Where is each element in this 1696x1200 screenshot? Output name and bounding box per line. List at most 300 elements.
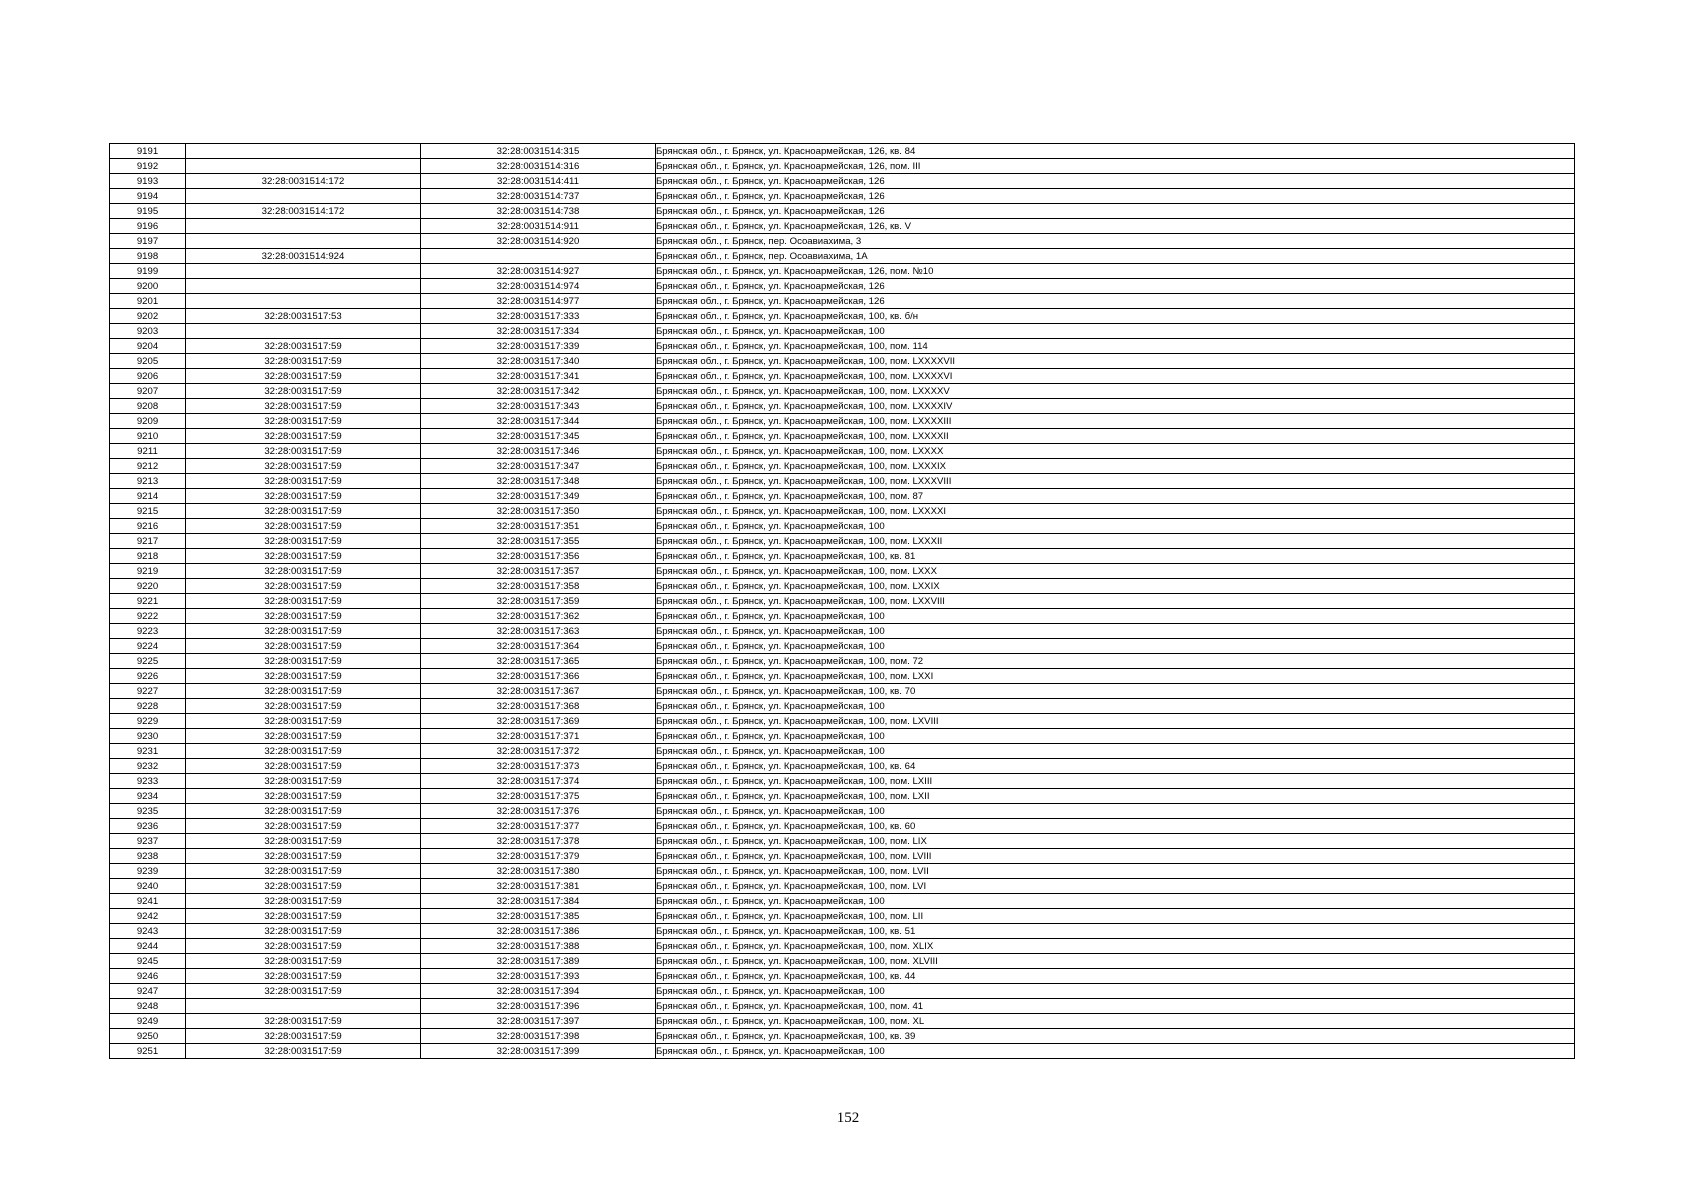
table-row [110, 909, 1575, 924]
parent-cadastral-cell: 32:28:0031517:59 [186, 1014, 421, 1029]
address-cell: Брянская обл., г. Брянск, ул. Красноармейская, 100, пом. LXXIX [656, 579, 1575, 594]
parent-cadastral-cell [186, 324, 421, 339]
parent-cadastral-cell: 32:28:0031517:59 [186, 489, 421, 504]
parent-cadastral-cell: 32:28:0031517:59 [186, 639, 421, 654]
address-cell: Брянская обл., г. Брянск, ул. Красноармейская, 100, кв. 60 [656, 819, 1575, 834]
parent-cadastral-cell: 32:28:0031517:59 [186, 744, 421, 759]
address-cell: Брянская обл., г. Брянск, ул. Красноармейская, 100, пом. XL [656, 1014, 1575, 1029]
row-number-cell: 9234 [110, 789, 186, 804]
row-number-cell: 9251 [110, 1044, 186, 1059]
parent-cadastral-cell: 32:28:0031517:59 [186, 789, 421, 804]
table-row [110, 804, 1575, 819]
page-number: 152 [836, 1110, 860, 1126]
cadastral-number-cell: 32:28:0031517:346 [421, 444, 656, 459]
row-number-cell: 9223 [110, 624, 186, 639]
cadastral-number-cell: 32:28:0031514:911 [421, 219, 656, 234]
address-cell: Брянская обл., г. Брянск, ул. Красноармейская, 100, пом. LXXXXIII [656, 414, 1575, 429]
table-row [110, 174, 1575, 189]
cadastral-number-cell: 32:28:0031517:397 [421, 1014, 656, 1029]
table-row [110, 834, 1575, 849]
parent-cadastral-cell: 32:28:0031514:924 [186, 249, 421, 264]
address-cell: Брянская обл., г. Брянск, ул. Красноармейская, 100, пом. XLIX [656, 939, 1575, 954]
table-row [110, 414, 1575, 429]
cadastral-number-cell: 32:28:0031517:341 [421, 369, 656, 384]
row-number-cell: 9250 [110, 1029, 186, 1044]
cadastral-number-cell: 32:28:0031517:348 [421, 474, 656, 489]
table-row [110, 159, 1575, 174]
table-row [110, 474, 1575, 489]
table-row [110, 939, 1575, 954]
address-cell: Брянская обл., г. Брянск, ул. Красноармейская, 100, пом. LVI [656, 879, 1575, 894]
row-number-cell: 9217 [110, 534, 186, 549]
row-number-cell: 9231 [110, 744, 186, 759]
cadastral-number-cell: 32:28:0031517:377 [421, 819, 656, 834]
address-cell: Брянская обл., г. Брянск, ул. Красноармейская, 100, пом. 41 [656, 999, 1575, 1014]
parent-cadastral-cell: 32:28:0031517:59 [186, 729, 421, 744]
cadastral-number-cell: 32:28:0031517:334 [421, 324, 656, 339]
table-row [110, 594, 1575, 609]
table-row [110, 954, 1575, 969]
cadastral-number-cell: 32:28:0031517:356 [421, 549, 656, 564]
table-row [110, 189, 1575, 204]
row-number-cell: 9198 [110, 249, 186, 264]
address-cell: Брянская обл., г. Брянск, ул. Красноармейская, 100, пом. LXII [656, 789, 1575, 804]
row-number-cell: 9228 [110, 699, 186, 714]
row-number-cell: 9205 [110, 354, 186, 369]
row-number-cell: 9235 [110, 804, 186, 819]
cadastral-number-cell: 32:28:0031517:385 [421, 909, 656, 924]
row-number-cell: 9200 [110, 279, 186, 294]
cadastral-number-cell: 32:28:0031517:380 [421, 864, 656, 879]
address-cell: Брянская обл., г. Брянск, ул. Красноармейская, 100, пом. LXIII [656, 774, 1575, 789]
cadastral-number-cell: 32:28:0031517:362 [421, 609, 656, 624]
parent-cadastral-cell: 32:28:0031517:59 [186, 414, 421, 429]
address-cell: Брянская обл., г. Брянск, ул. Красноармейская, 100, пом. LXXXVIII [656, 474, 1575, 489]
parent-cadastral-cell: 32:28:0031517:59 [186, 894, 421, 909]
row-number-cell: 9218 [110, 549, 186, 564]
table-row [110, 879, 1575, 894]
table-row [110, 234, 1575, 249]
parent-cadastral-cell [186, 264, 421, 279]
table-row [110, 999, 1575, 1014]
row-number-cell: 9211 [110, 444, 186, 459]
parent-cadastral-cell: 32:28:0031514:172 [186, 204, 421, 219]
cadastral-number-cell: 32:28:0031514:977 [421, 294, 656, 309]
parent-cadastral-cell: 32:28:0031517:59 [186, 534, 421, 549]
cadastral-number-cell: 32:28:0031517:359 [421, 594, 656, 609]
address-cell: Брянская обл., г. Брянск, ул. Красноармейская, 100, пом. LIX [656, 834, 1575, 849]
table-row [110, 144, 1575, 159]
parent-cadastral-cell: 32:28:0031517:59 [186, 1029, 421, 1044]
row-number-cell: 9214 [110, 489, 186, 504]
parent-cadastral-cell: 32:28:0031517:59 [186, 969, 421, 984]
row-number-cell: 9208 [110, 399, 186, 414]
table-row [110, 294, 1575, 309]
cadastral-number-cell: 32:28:0031517:365 [421, 654, 656, 669]
parent-cadastral-cell: 32:28:0031517:59 [186, 834, 421, 849]
row-number-cell: 9212 [110, 459, 186, 474]
row-number-cell: 9222 [110, 609, 186, 624]
parent-cadastral-cell: 32:28:0031517:59 [186, 624, 421, 639]
parent-cadastral-cell: 32:28:0031517:59 [186, 459, 421, 474]
parent-cadastral-cell: 32:28:0031517:59 [186, 1044, 421, 1059]
cadastral-number-cell: 32:28:0031514:316 [421, 159, 656, 174]
parent-cadastral-cell: 32:28:0031517:59 [186, 984, 421, 999]
table-row [110, 1044, 1575, 1059]
table-row [110, 369, 1575, 384]
address-cell: Брянская обл., г. Брянск, ул. Красноармейская, 126, кв. 84 [656, 144, 1575, 159]
row-number-cell: 9247 [110, 984, 186, 999]
parent-cadastral-cell: 32:28:0031517:59 [186, 954, 421, 969]
parent-cadastral-cell: 32:28:0031517:59 [186, 909, 421, 924]
address-cell: Брянская обл., г. Брянск, ул. Красноармейская, 126 [656, 189, 1575, 204]
row-number-cell: 9213 [110, 474, 186, 489]
parent-cadastral-cell [186, 234, 421, 249]
address-cell: Брянская обл., г. Брянск, ул. Красноармейская, 100, пом. LXXXX [656, 444, 1575, 459]
parent-cadastral-cell: 32:28:0031517:59 [186, 609, 421, 624]
cadastral-number-cell: 32:28:0031517:376 [421, 804, 656, 819]
address-cell: Брянская обл., г. Брянск, ул. Красноармейская, 100, пом. LVIII [656, 849, 1575, 864]
address-cell: Брянская обл., г. Брянск, ул. Красноармейская, 100, пом. 72 [656, 654, 1575, 669]
table-row [110, 309, 1575, 324]
row-number-cell: 9191 [110, 144, 186, 159]
parent-cadastral-cell [186, 144, 421, 159]
cadastral-number-cell: 32:28:0031517:345 [421, 429, 656, 444]
cadastral-number-cell: 32:28:0031517:378 [421, 834, 656, 849]
address-cell: Брянская обл., г. Брянск, ул. Красноармейская, 100, кв. 39 [656, 1029, 1575, 1044]
table-row [110, 639, 1575, 654]
table-row [110, 504, 1575, 519]
parent-cadastral-cell: 32:28:0031517:59 [186, 564, 421, 579]
parent-cadastral-cell: 32:28:0031517:53 [186, 309, 421, 324]
parent-cadastral-cell: 32:28:0031517:59 [186, 669, 421, 684]
cadastral-number-cell [421, 249, 656, 264]
row-number-cell: 9199 [110, 264, 186, 279]
cadastral-number-cell: 32:28:0031517:386 [421, 924, 656, 939]
row-number-cell: 9195 [110, 204, 186, 219]
row-number-cell: 9239 [110, 864, 186, 879]
cadastral-number-cell: 32:28:0031517:357 [421, 564, 656, 579]
table-row [110, 264, 1575, 279]
address-cell: Брянская обл., г. Брянск, ул. Красноармейская, 100, пом. LXXXXI [656, 504, 1575, 519]
row-number-cell: 9225 [110, 654, 186, 669]
table-row [110, 279, 1575, 294]
parent-cadastral-cell: 32:28:0031517:59 [186, 594, 421, 609]
row-number-cell: 9192 [110, 159, 186, 174]
cadastral-number-cell: 32:28:0031517:339 [421, 339, 656, 354]
cadastral-number-cell: 32:28:0031514:737 [421, 189, 656, 204]
parent-cadastral-cell: 32:28:0031517:59 [186, 804, 421, 819]
table-row [110, 714, 1575, 729]
table-row [110, 819, 1575, 834]
address-cell: Брянская обл., г. Брянск, ул. Красноармейская, 100, кв. 70 [656, 684, 1575, 699]
row-number-cell: 9202 [110, 309, 186, 324]
parent-cadastral-cell [186, 189, 421, 204]
cadastral-number-cell: 32:28:0031517:340 [421, 354, 656, 369]
parent-cadastral-cell: 32:28:0031517:59 [186, 339, 421, 354]
row-number-cell: 9248 [110, 999, 186, 1014]
row-number-cell: 9203 [110, 324, 186, 339]
registry-table [109, 143, 1575, 1059]
parent-cadastral-cell [186, 999, 421, 1014]
cadastral-number-cell: 32:28:0031517:371 [421, 729, 656, 744]
address-cell: Брянская обл., г. Брянск, ул. Красноармейская, 100, пом. LXVIII [656, 714, 1575, 729]
cadastral-number-cell: 32:28:0031517:366 [421, 669, 656, 684]
table-row [110, 204, 1575, 219]
row-number-cell: 9196 [110, 219, 186, 234]
cadastral-number-cell: 32:28:0031517:349 [421, 489, 656, 504]
cadastral-number-cell: 32:28:0031517:389 [421, 954, 656, 969]
cadastral-number-cell: 32:28:0031517:388 [421, 939, 656, 954]
row-number-cell: 9241 [110, 894, 186, 909]
table-row [110, 624, 1575, 639]
address-cell: Брянская обл., г. Брянск, ул. Красноармейская, 100 [656, 984, 1575, 999]
cadastral-number-cell: 32:28:0031517:363 [421, 624, 656, 639]
table-row [110, 579, 1575, 594]
registry-table-body [110, 144, 1575, 1059]
cadastral-number-cell: 32:28:0031517:393 [421, 969, 656, 984]
cadastral-number-cell: 32:28:0031517:379 [421, 849, 656, 864]
address-cell: Брянская обл., г. Брянск, ул. Красноармейская, 126, пом. №10 [656, 264, 1575, 279]
table-row [110, 744, 1575, 759]
parent-cadastral-cell: 32:28:0031517:59 [186, 939, 421, 954]
row-number-cell: 9237 [110, 834, 186, 849]
address-cell: Брянская обл., г. Брянск, ул. Красноармейская, 100, кв. 64 [656, 759, 1575, 774]
address-cell: Брянская обл., г. Брянск, ул. Красноармейская, 100, кв. 81 [656, 549, 1575, 564]
row-number-cell: 9238 [110, 849, 186, 864]
address-cell: Брянская обл., г. Брянск, ул. Красноармейская, 100, пом. LXXXXVII [656, 354, 1575, 369]
parent-cadastral-cell: 32:28:0031517:59 [186, 819, 421, 834]
table-row [110, 549, 1575, 564]
table-row [110, 429, 1575, 444]
table-row [110, 399, 1575, 414]
address-cell: Брянская обл., г. Брянск, пер. Осоавиахима, 3 [656, 234, 1575, 249]
parent-cadastral-cell [186, 279, 421, 294]
address-cell: Брянская обл., г. Брянск, ул. Красноармейская, 100 [656, 894, 1575, 909]
row-number-cell: 9227 [110, 684, 186, 699]
address-cell: Брянская обл., г. Брянск, ул. Красноармейская, 100, пом. LII [656, 909, 1575, 924]
cadastral-number-cell: 32:28:0031514:411 [421, 174, 656, 189]
parent-cadastral-cell: 32:28:0031517:59 [186, 924, 421, 939]
address-cell: Брянская обл., г. Брянск, ул. Красноармейская, 100, пом. LXXXIX [656, 459, 1575, 474]
table-row [110, 564, 1575, 579]
cadastral-number-cell: 32:28:0031517:358 [421, 579, 656, 594]
parent-cadastral-cell: 32:28:0031517:59 [186, 369, 421, 384]
row-number-cell: 9220 [110, 579, 186, 594]
row-number-cell: 9215 [110, 504, 186, 519]
parent-cadastral-cell: 32:28:0031517:59 [186, 864, 421, 879]
address-cell: Брянская обл., г. Брянск, ул. Красноармейская, 100, пом. LVII [656, 864, 1575, 879]
table-row [110, 684, 1575, 699]
parent-cadastral-cell [186, 159, 421, 174]
parent-cadastral-cell: 32:28:0031517:59 [186, 714, 421, 729]
row-number-cell: 9230 [110, 729, 186, 744]
cadastral-number-cell: 32:28:0031517:384 [421, 894, 656, 909]
cadastral-number-cell: 32:28:0031517:368 [421, 699, 656, 714]
cadastral-number-cell: 32:28:0031514:738 [421, 204, 656, 219]
address-cell: Брянская обл., г. Брянск, ул. Красноармейская, 100, пом. LXXX [656, 564, 1575, 579]
cadastral-number-cell: 32:28:0031514:927 [421, 264, 656, 279]
table-row [110, 339, 1575, 354]
row-number-cell: 9240 [110, 879, 186, 894]
parent-cadastral-cell: 32:28:0031517:59 [186, 384, 421, 399]
address-cell: Брянская обл., г. Брянск, ул. Красноармейская, 100 [656, 729, 1575, 744]
row-number-cell: 9219 [110, 564, 186, 579]
parent-cadastral-cell: 32:28:0031517:59 [186, 429, 421, 444]
row-number-cell: 9236 [110, 819, 186, 834]
cadastral-number-cell: 32:28:0031517:373 [421, 759, 656, 774]
row-number-cell: 9204 [110, 339, 186, 354]
address-cell: Брянская обл., г. Брянск, ул. Красноармейская, 100, кв. б/н [656, 309, 1575, 324]
table-row [110, 729, 1575, 744]
row-number-cell: 9206 [110, 369, 186, 384]
cadastral-number-cell: 32:28:0031514:920 [421, 234, 656, 249]
address-cell: Брянская обл., г. Брянск, ул. Красноармейская, 126 [656, 204, 1575, 219]
address-cell: Брянская обл., г. Брянск, ул. Красноармейская, 100 [656, 804, 1575, 819]
address-cell: Брянская обл., г. Брянск, ул. Красноармейская, 100 [656, 624, 1575, 639]
address-cell: Брянская обл., г. Брянск, ул. Красноармейская, 100 [656, 1044, 1575, 1059]
table-row [110, 384, 1575, 399]
parent-cadastral-cell: 32:28:0031517:59 [186, 774, 421, 789]
table-row [110, 1029, 1575, 1044]
parent-cadastral-cell: 32:28:0031517:59 [186, 684, 421, 699]
table-row [110, 219, 1575, 234]
parent-cadastral-cell: 32:28:0031517:59 [186, 849, 421, 864]
table-row [110, 609, 1575, 624]
cadastral-number-cell: 32:28:0031517:355 [421, 534, 656, 549]
address-cell: Брянская обл., г. Брянск, пер. Осоавиахима, 1А [656, 249, 1575, 264]
table-row [110, 984, 1575, 999]
parent-cadastral-cell: 32:28:0031517:59 [186, 549, 421, 564]
row-number-cell: 9207 [110, 384, 186, 399]
parent-cadastral-cell [186, 219, 421, 234]
address-cell: Брянская обл., г. Брянск, ул. Красноармейская, 100, пом. 114 [656, 339, 1575, 354]
address-cell: Брянская обл., г. Брянск, ул. Красноармейская, 100 [656, 744, 1575, 759]
row-number-cell: 9242 [110, 909, 186, 924]
address-cell: Брянская обл., г. Брянск, ул. Красноармейская, 100, пом. LXXXXII [656, 429, 1575, 444]
table-row [110, 354, 1575, 369]
row-number-cell: 9194 [110, 189, 186, 204]
cadastral-number-cell: 32:28:0031517:394 [421, 984, 656, 999]
cadastral-number-cell: 32:28:0031517:381 [421, 879, 656, 894]
parent-cadastral-cell: 32:28:0031514:172 [186, 174, 421, 189]
row-number-cell: 9243 [110, 924, 186, 939]
row-number-cell: 9224 [110, 639, 186, 654]
table-row [110, 849, 1575, 864]
parent-cadastral-cell: 32:28:0031517:59 [186, 399, 421, 414]
address-cell: Брянская обл., г. Брянск, ул. Красноармейская, 100 [656, 609, 1575, 624]
cadastral-number-cell: 32:28:0031517:333 [421, 309, 656, 324]
table-row [110, 534, 1575, 549]
cadastral-number-cell: 32:28:0031517:396 [421, 999, 656, 1014]
address-cell: Брянская обл., г. Брянск, ул. Красноармейская, 126 [656, 174, 1575, 189]
row-number-cell: 9246 [110, 969, 186, 984]
parent-cadastral-cell: 32:28:0031517:59 [186, 474, 421, 489]
table-row [110, 1014, 1575, 1029]
parent-cadastral-cell: 32:28:0031517:59 [186, 504, 421, 519]
cadastral-number-cell: 32:28:0031517:398 [421, 1029, 656, 1044]
cadastral-number-cell: 32:28:0031514:315 [421, 144, 656, 159]
parent-cadastral-cell: 32:28:0031517:59 [186, 654, 421, 669]
table-row [110, 489, 1575, 504]
cadastral-number-cell: 32:28:0031517:364 [421, 639, 656, 654]
address-cell: Брянская обл., г. Брянск, ул. Красноармейская, 126, пом. III [656, 159, 1575, 174]
row-number-cell: 9226 [110, 669, 186, 684]
row-number-cell: 9249 [110, 1014, 186, 1029]
table-row [110, 774, 1575, 789]
address-cell: Брянская обл., г. Брянск, ул. Красноармейская, 100, пом. LXXVIII [656, 594, 1575, 609]
parent-cadastral-cell: 32:28:0031517:59 [186, 519, 421, 534]
row-number-cell: 9216 [110, 519, 186, 534]
cadastral-number-cell: 32:28:0031517:369 [421, 714, 656, 729]
address-cell: Брянская обл., г. Брянск, ул. Красноармейская, 100, пом. LXXXXVI [656, 369, 1575, 384]
cadastral-number-cell: 32:28:0031517:372 [421, 744, 656, 759]
cadastral-number-cell: 32:28:0031517:375 [421, 789, 656, 804]
table-row [110, 249, 1575, 264]
row-number-cell: 9245 [110, 954, 186, 969]
address-cell: Брянская обл., г. Брянск, ул. Красноармейская, 100, пом. XLVIII [656, 954, 1575, 969]
cadastral-number-cell: 32:28:0031517:350 [421, 504, 656, 519]
row-number-cell: 9193 [110, 174, 186, 189]
parent-cadastral-cell: 32:28:0031517:59 [186, 759, 421, 774]
table-row [110, 789, 1575, 804]
address-cell: Брянская обл., г. Брянск, ул. Красноармейская, 100, кв. 51 [656, 924, 1575, 939]
cadastral-number-cell: 32:28:0031517:343 [421, 399, 656, 414]
table-row [110, 699, 1575, 714]
address-cell: Брянская обл., г. Брянск, ул. Красноармейская, 100 [656, 519, 1575, 534]
table-row [110, 924, 1575, 939]
table-row [110, 969, 1575, 984]
parent-cadastral-cell: 32:28:0031517:59 [186, 879, 421, 894]
row-number-cell: 9197 [110, 234, 186, 249]
address-cell: Брянская обл., г. Брянск, ул. Красноармейская, 100, кв. 44 [656, 969, 1575, 984]
table-row [110, 444, 1575, 459]
address-cell: Брянская обл., г. Брянск, ул. Красноармейская, 100 [656, 639, 1575, 654]
table-row [110, 894, 1575, 909]
address-cell: Брянская обл., г. Брянск, ул. Красноармейская, 100, пом. LXXI [656, 669, 1575, 684]
cadastral-number-cell: 32:28:0031517:399 [421, 1044, 656, 1059]
row-number-cell: 9209 [110, 414, 186, 429]
parent-cadastral-cell [186, 294, 421, 309]
cadastral-number-cell: 32:28:0031514:974 [421, 279, 656, 294]
address-cell: Брянская обл., г. Брянск, ул. Красноармейская, 126 [656, 279, 1575, 294]
row-number-cell: 9210 [110, 429, 186, 444]
address-cell: Брянская обл., г. Брянск, ул. Красноармейская, 126 [656, 294, 1575, 309]
address-cell: Брянская обл., г. Брянск, ул. Красноармейская, 100, пом. LXXXII [656, 534, 1575, 549]
parent-cadastral-cell: 32:28:0031517:59 [186, 579, 421, 594]
address-cell: Брянская обл., г. Брянск, ул. Красноармейская, 100 [656, 324, 1575, 339]
table-row [110, 759, 1575, 774]
row-number-cell: 9233 [110, 774, 186, 789]
row-number-cell: 9201 [110, 294, 186, 309]
cadastral-number-cell: 32:28:0031517:342 [421, 384, 656, 399]
table-row [110, 654, 1575, 669]
cadastral-number-cell: 32:28:0031517:351 [421, 519, 656, 534]
cadastral-number-cell: 32:28:0031517:374 [421, 774, 656, 789]
row-number-cell: 9221 [110, 594, 186, 609]
address-cell: Брянская обл., г. Брянск, ул. Красноармейская, 100 [656, 699, 1575, 714]
row-number-cell: 9229 [110, 714, 186, 729]
cadastral-number-cell: 32:28:0031517:347 [421, 459, 656, 474]
address-cell: Брянская обл., г. Брянск, ул. Красноармейская, 100, пом. LXXXXV [656, 384, 1575, 399]
parent-cadastral-cell: 32:28:0031517:59 [186, 444, 421, 459]
address-cell: Брянская обл., г. Брянск, ул. Красноармейская, 126, кв. V [656, 219, 1575, 234]
table-row [110, 669, 1575, 684]
parent-cadastral-cell: 32:28:0031517:59 [186, 354, 421, 369]
table-row [110, 519, 1575, 534]
row-number-cell: 9244 [110, 939, 186, 954]
parent-cadastral-cell: 32:28:0031517:59 [186, 699, 421, 714]
